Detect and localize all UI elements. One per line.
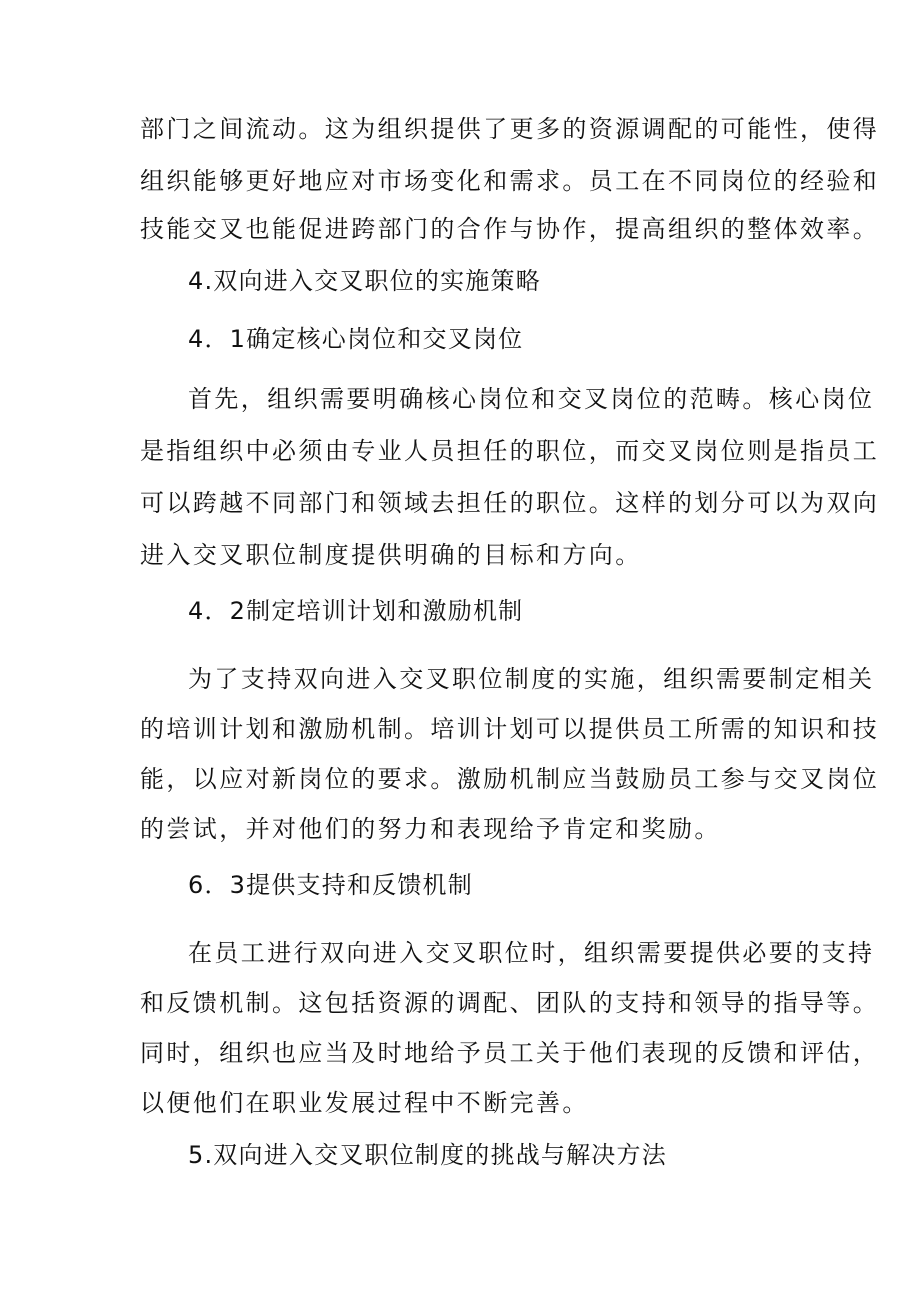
paragraph-line: 的培训计划和激励机制。培训计划可以提供员工所需的知识和技 xyxy=(140,715,880,743)
paragraph-line: 进入交叉职位制度提供明确的目标和方向。 xyxy=(140,541,642,569)
paragraph-line: 是指组织中必须由专业人员担任的职位，而交叉岗位则是指员工 xyxy=(140,437,880,465)
paragraph-line: 的尝试，并对他们的努力和表现给予肯定和奖励。 xyxy=(140,815,721,843)
paragraph-line: 部门之间流动。这为组织提供了更多的资源调配的可能性，使得 xyxy=(140,115,880,143)
paragraph-line: 同时，组织也应当及时地给予员工关于他们表现的反馈和评估， xyxy=(140,1039,880,1067)
paragraph-line: 能，以应对新岗位的要求。激励机制应当鼓励员工参与交叉岗位 xyxy=(140,765,880,793)
subsection-heading: 4．2制定培训计划和激励机制 xyxy=(188,597,524,625)
paragraph-line: 首先，组织需要明确核心岗位和交叉岗位的范畴。核心岗位 xyxy=(188,385,875,413)
paragraph-line: 组织能够更好地应对市场变化和需求。员工在不同岗位的经验和 xyxy=(140,167,880,195)
subsection-heading: 4．1确定核心岗位和交叉岗位 xyxy=(188,325,524,353)
paragraph-line: 和反馈机制。这包括资源的调配、团队的支持和领导的指导等。 xyxy=(140,989,880,1017)
paragraph-line: 为了支持双向进入交叉职位制度的实施，组织需要制定相关 xyxy=(188,665,875,693)
section-heading: 4.双向进入交叉职位的实施策略 xyxy=(188,267,541,295)
subsection-heading: 6．3提供支持和反馈机制 xyxy=(188,871,473,899)
paragraph-line: 可以跨越不同部门和领域去担任的职位。这样的划分可以为双向 xyxy=(140,489,880,517)
section-heading: 5.双向进入交叉职位制度的挑战与解决方法 xyxy=(188,1141,667,1169)
paragraph-line: 以便他们在职业发展过程中不断完善。 xyxy=(140,1089,589,1117)
paragraph-line: 技能交叉也能促进跨部门的合作与协作，提高组织的整体效率。 xyxy=(140,215,880,243)
paragraph-line: 在员工进行双向进入交叉职位时，组织需要提供必要的支持 xyxy=(188,939,875,967)
